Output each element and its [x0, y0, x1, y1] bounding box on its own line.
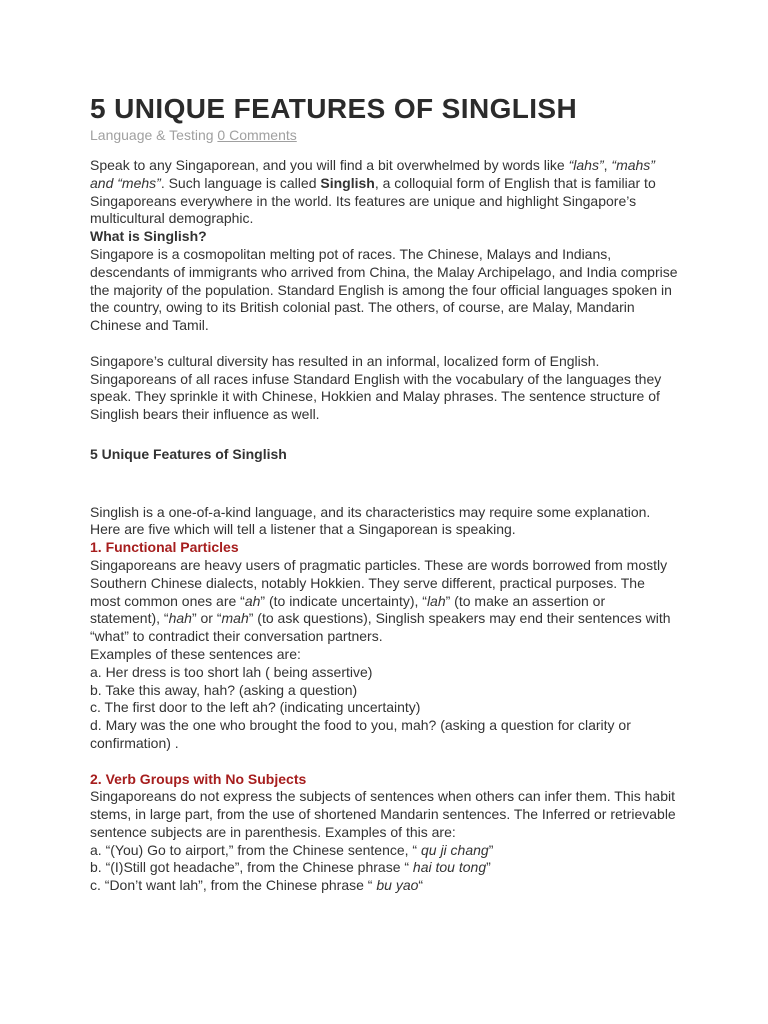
comments-link[interactable]: 0 Comments: [217, 127, 297, 143]
features-intro: Singlish is a one-of-a-kind language, and its characteristics may require some explanation. Here are five which will tell a listener that a Singaporean is speaking.: [90, 503, 651, 538]
section1-paragraph: Singaporeans are heavy users of pragmatic particles. These are words borrowed from mostly Southern Chinese dialects, notably Hokkien. They serve different, practical purposes. The most common ones are “ah” (to indicate uncertainty), “lah” (to make an assertion or statement), “hah” or “mah” (to ask questions), Singlish speakers may end their sentences with “what” to contradict their conversation partners.: [90, 556, 671, 645]
section1-example: d. Mary was the one who brought the food to you, mah? (asking a question for clarity or confirmation) .: [90, 717, 631, 751]
section2-example-b: b. “(I)Still got headache”, from the Chinese phrase “ hai tou tong”: [90, 859, 491, 876]
article-title: 5 UNIQUE FEATURES OF SINGLISH: [90, 93, 578, 124]
article-meta: [90, 126, 678, 144]
what-is-heading: What is Singlish?: [90, 228, 207, 245]
section1-examples-label: Examples of these sentences are:: [90, 645, 301, 662]
article-body: [90, 157, 678, 895]
intro-paragraph: Speak to any Singaporean, and you will find a bit overwhelmed by words like “lahs”, “mahs” and “mehs”. Such language is called Singlish, a colloquial form of English that is familiar to Singaporeans everywhere in the world. Its features are unique and highlight Singapore’s multicultural demographic.: [90, 157, 656, 227]
what-is-paragraph-1: Singapore is a cosmopolitan melting pot of races. The Chinese, Malays and Indians, descendants of immigrants who arrived from China, the Malay Archipelago, and India comprise the majority of the population. Standard English is among the four official languages spoken in the country, owing to its British colonial past. The others, of course, are Malay, Mandarin Chinese and Tamil.: [90, 245, 678, 334]
features-heading: 5 Unique Features of Singlish: [90, 445, 287, 462]
section1-example: a. Her dress is too short lah ( being assertive): [90, 663, 373, 680]
section2-paragraph: Singaporeans do not express the subjects of sentences when others can infer them. This habit stems, in large part, from the use of shortened Mandarin sentences. The Inferred or retrievable sentence subjects are in parenthesis. Examples of this are:: [90, 788, 676, 840]
section2-example-c: c. “Don’t want lah”, from the Chinese phrase “ bu yao“: [90, 877, 424, 894]
section1-example: b. Take this away, hah? (asking a question): [90, 681, 358, 698]
section1-example: c. The first door to the left ah? (indicating uncertainty): [90, 699, 421, 716]
what-is-paragraph-2: Singapore’s cultural diversity has resulted in an informal, localized form of English. Singaporeans of all races infuse Standard English with the vocabulary of the languages they speak. They sprinkle it with Chinese, Hokkien and Malay phrases. The sentence structure of Singlish bears their influence as well.: [90, 352, 662, 423]
section1-heading: 1. Functional Particles: [90, 539, 239, 556]
section2-heading: 2. Verb Groups with No Subjects: [90, 770, 307, 787]
section2-example-a: a. “(You) Go to airport,” from the Chinese sentence, “ qu ji chang”: [90, 841, 494, 858]
category-label: Language & Testing: [90, 127, 214, 143]
